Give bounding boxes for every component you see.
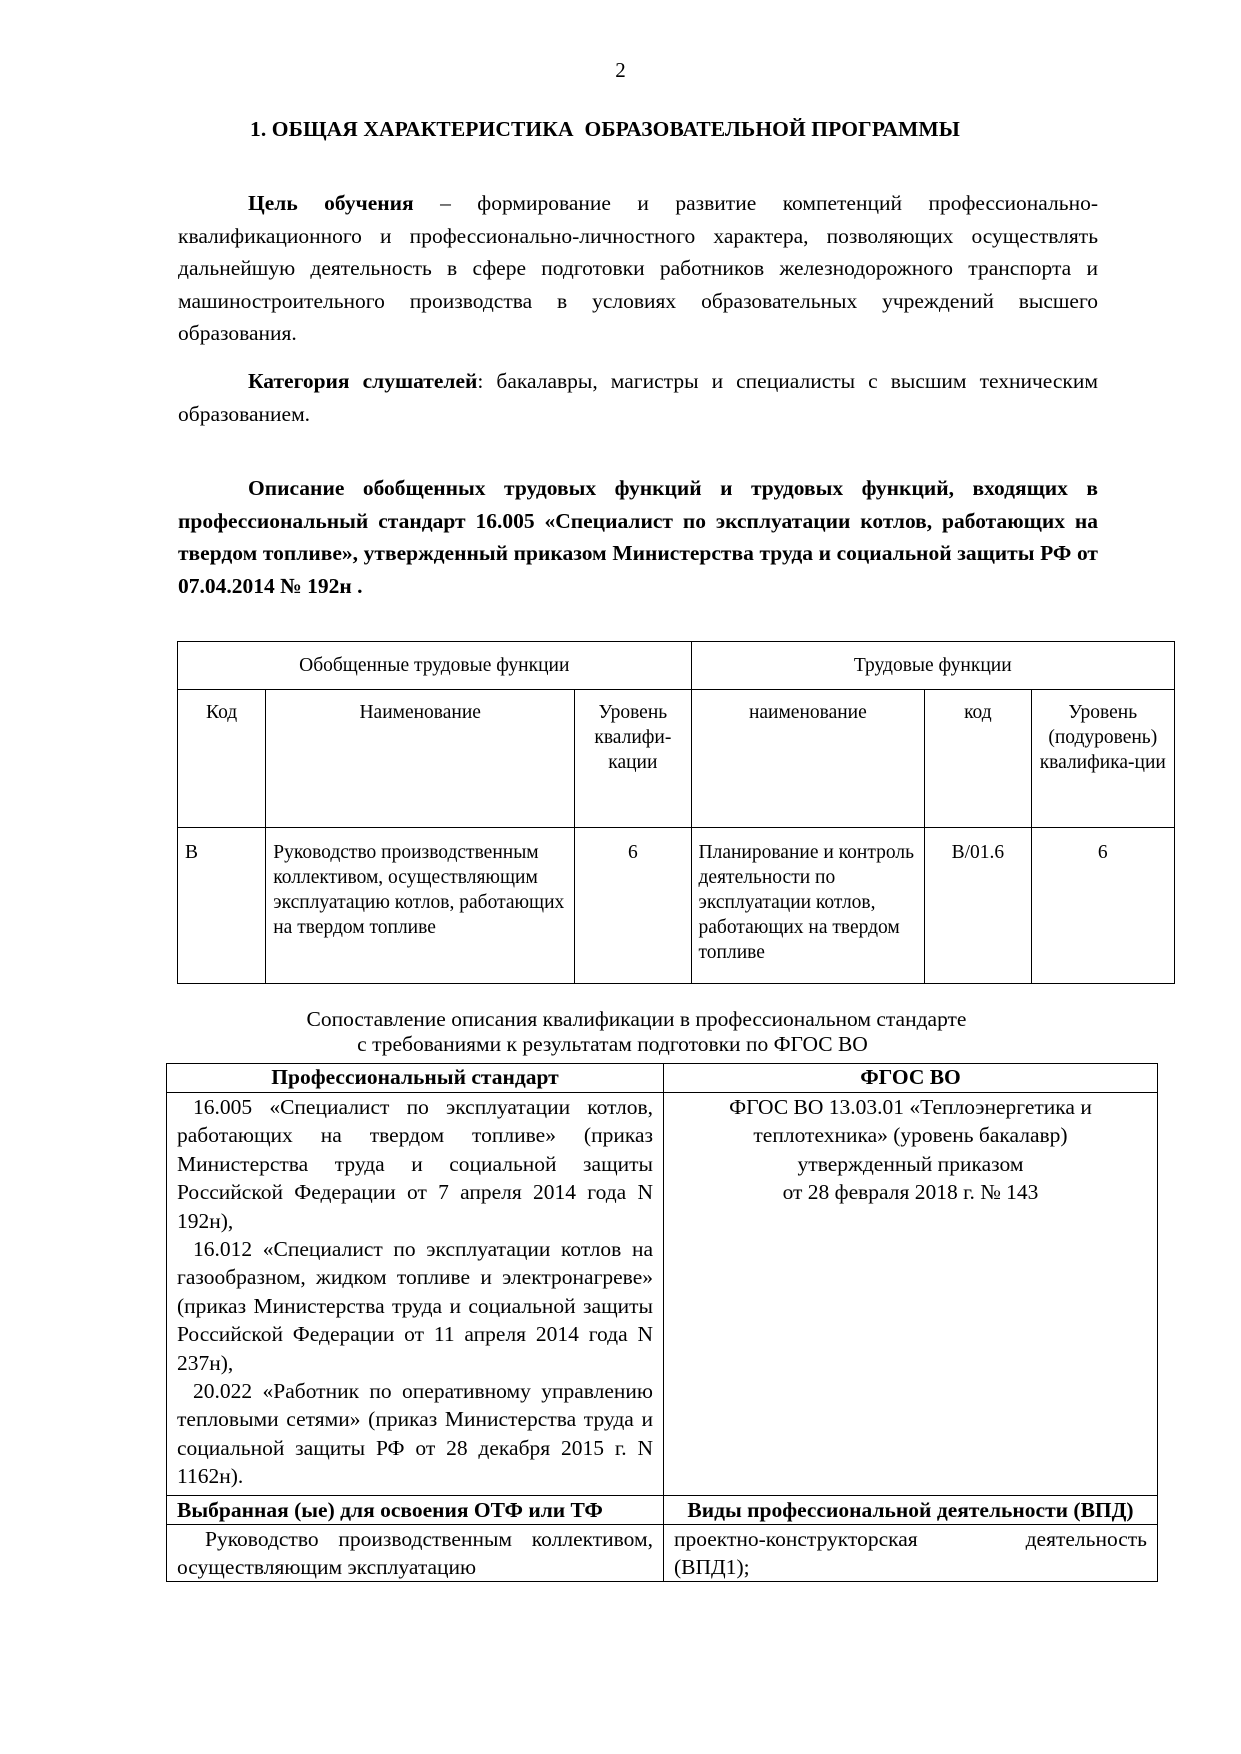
comparison-caption-line1: Сопоставление описания квалификации в профессиональном стандарте [306,1007,967,1031]
goal-paragraph [178,187,1098,350]
fgos-line: ФГОС ВО 13.03.01 «Теплоэнергетика и [729,1095,1092,1119]
table-row [167,1525,1158,1582]
comparison-table [166,1063,1158,1582]
table-row [178,828,1175,984]
category-paragraph [178,365,1098,430]
header-fgos: ФГОС ВО [664,1064,1158,1093]
activity-word: деятельность [1025,1527,1147,1551]
standard-item: 16.005 «Специалист по эксплуатации котлов, работающих на твердом топливе» (приказ Министерства труда и социальной защиты Российской Федерации от 7 апреля 2014 года N 192н), [177,1095,653,1233]
cell-tf-name: Планирование и контроль деятельности по эксплуатации котлов, работающих на твердом топливе [691,828,925,984]
section-title: 1. ОБЩАЯ ХАРАКТЕРИСТИКА ОБРАЗОВАТЕЛЬНОЙ ПРОГРАММЫ [250,117,960,141]
selected-function-cell [167,1525,664,1582]
functions-table [177,641,1175,984]
table-row [167,1093,1158,1496]
standard-item: 20.022 «Работник по оперативному управлению тепловыми сетями» (приказ Министерства труда и социальной защиты РФ от 28 декабря 2015 г. N 1162н). [177,1379,653,1489]
category-label: Категория слушателей [248,369,478,393]
standard-description [178,472,1098,602]
category-text: : бакалавры, магистры и специалисты с высшим техническим образованием. [178,369,1098,426]
header-tf-code: код [925,690,1031,828]
header-prof-standard: Профессиональный стандарт [167,1064,664,1093]
header-code: Код [178,690,266,828]
header-level: Уровень квалифи-кации [575,690,691,828]
standards-cell [167,1093,664,1496]
selected-function-text: Руководство производственным коллективом, осуществляющим эксплуатацию [177,1527,653,1579]
fgos-cell [664,1093,1158,1496]
cell-tf-level: 6 [1031,828,1174,984]
standard-description-text: Описание обобщенных трудовых функций и трудовых функций, входящих в профессиональный стандарт 16.005 «Специалист по эксплуатации котлов, работающих на твердом топливе», утвержденный приказом Министерства труда и социальной защиты РФ от 07.04.2014 № 192н . [178,476,1098,598]
fgos-line: утвержденный приказом [797,1151,1024,1176]
group-header-generalized: Обобщенные трудовые функции [178,642,692,690]
fgos-line: от 28 февраля 2018 г. № 143 [782,1180,1039,1205]
header-tf-level: Уровень (подуровень) квалифика-ции [1031,690,1174,828]
cell-level: 6 [575,828,691,984]
activity-code: (ВПД1); [674,1555,750,1579]
comparison-caption-line2: с требованиями к результатам подготовки по ФГОС ВО [357,1032,868,1056]
goal-text: – формирование и развитие компетенций профессионально-квалификационного и профессионально-личностного характера, позволяющих осуществлять дальнейшую деятельность в сфере подготовки работников железнодорожного транспорта и машиностроительного производства в условиях образовательных учреждений высшего образования. [178,191,1098,345]
page-number: 2 [615,58,626,82]
fgos-line: теплотехника» (уровень бакалавр) [753,1123,1068,1148]
cell-name: Руководство производственным коллективом, осуществляющим эксплуатацию котлов, работающих на твердом топливе [266,828,575,984]
group-header-labor: Трудовые функции [691,642,1174,690]
header-tf-name: наименование [691,690,925,828]
standard-item: 16.012 «Специалист по эксплуатации котлов на газообразном, жидком топливе и электронагреве» (приказ Министерства труда и социальной защиты Российской Федерации от 11 апреля 2014 года N 237н), [177,1237,653,1375]
header-name: Наименование [266,690,575,828]
goal-label: Цель обучения [248,191,414,215]
header-activity-types: Виды профессиональной деятельности (ВПД) [664,1496,1158,1525]
activity-cell [664,1525,1158,1582]
cell-tf-code: В/01.6 [925,828,1031,984]
header-selected-functions: Выбранная (ые) для освоения ОТФ или ТФ [167,1496,664,1525]
activity-word: проектно-конструкторская [674,1527,918,1551]
cell-code: В [178,828,266,984]
